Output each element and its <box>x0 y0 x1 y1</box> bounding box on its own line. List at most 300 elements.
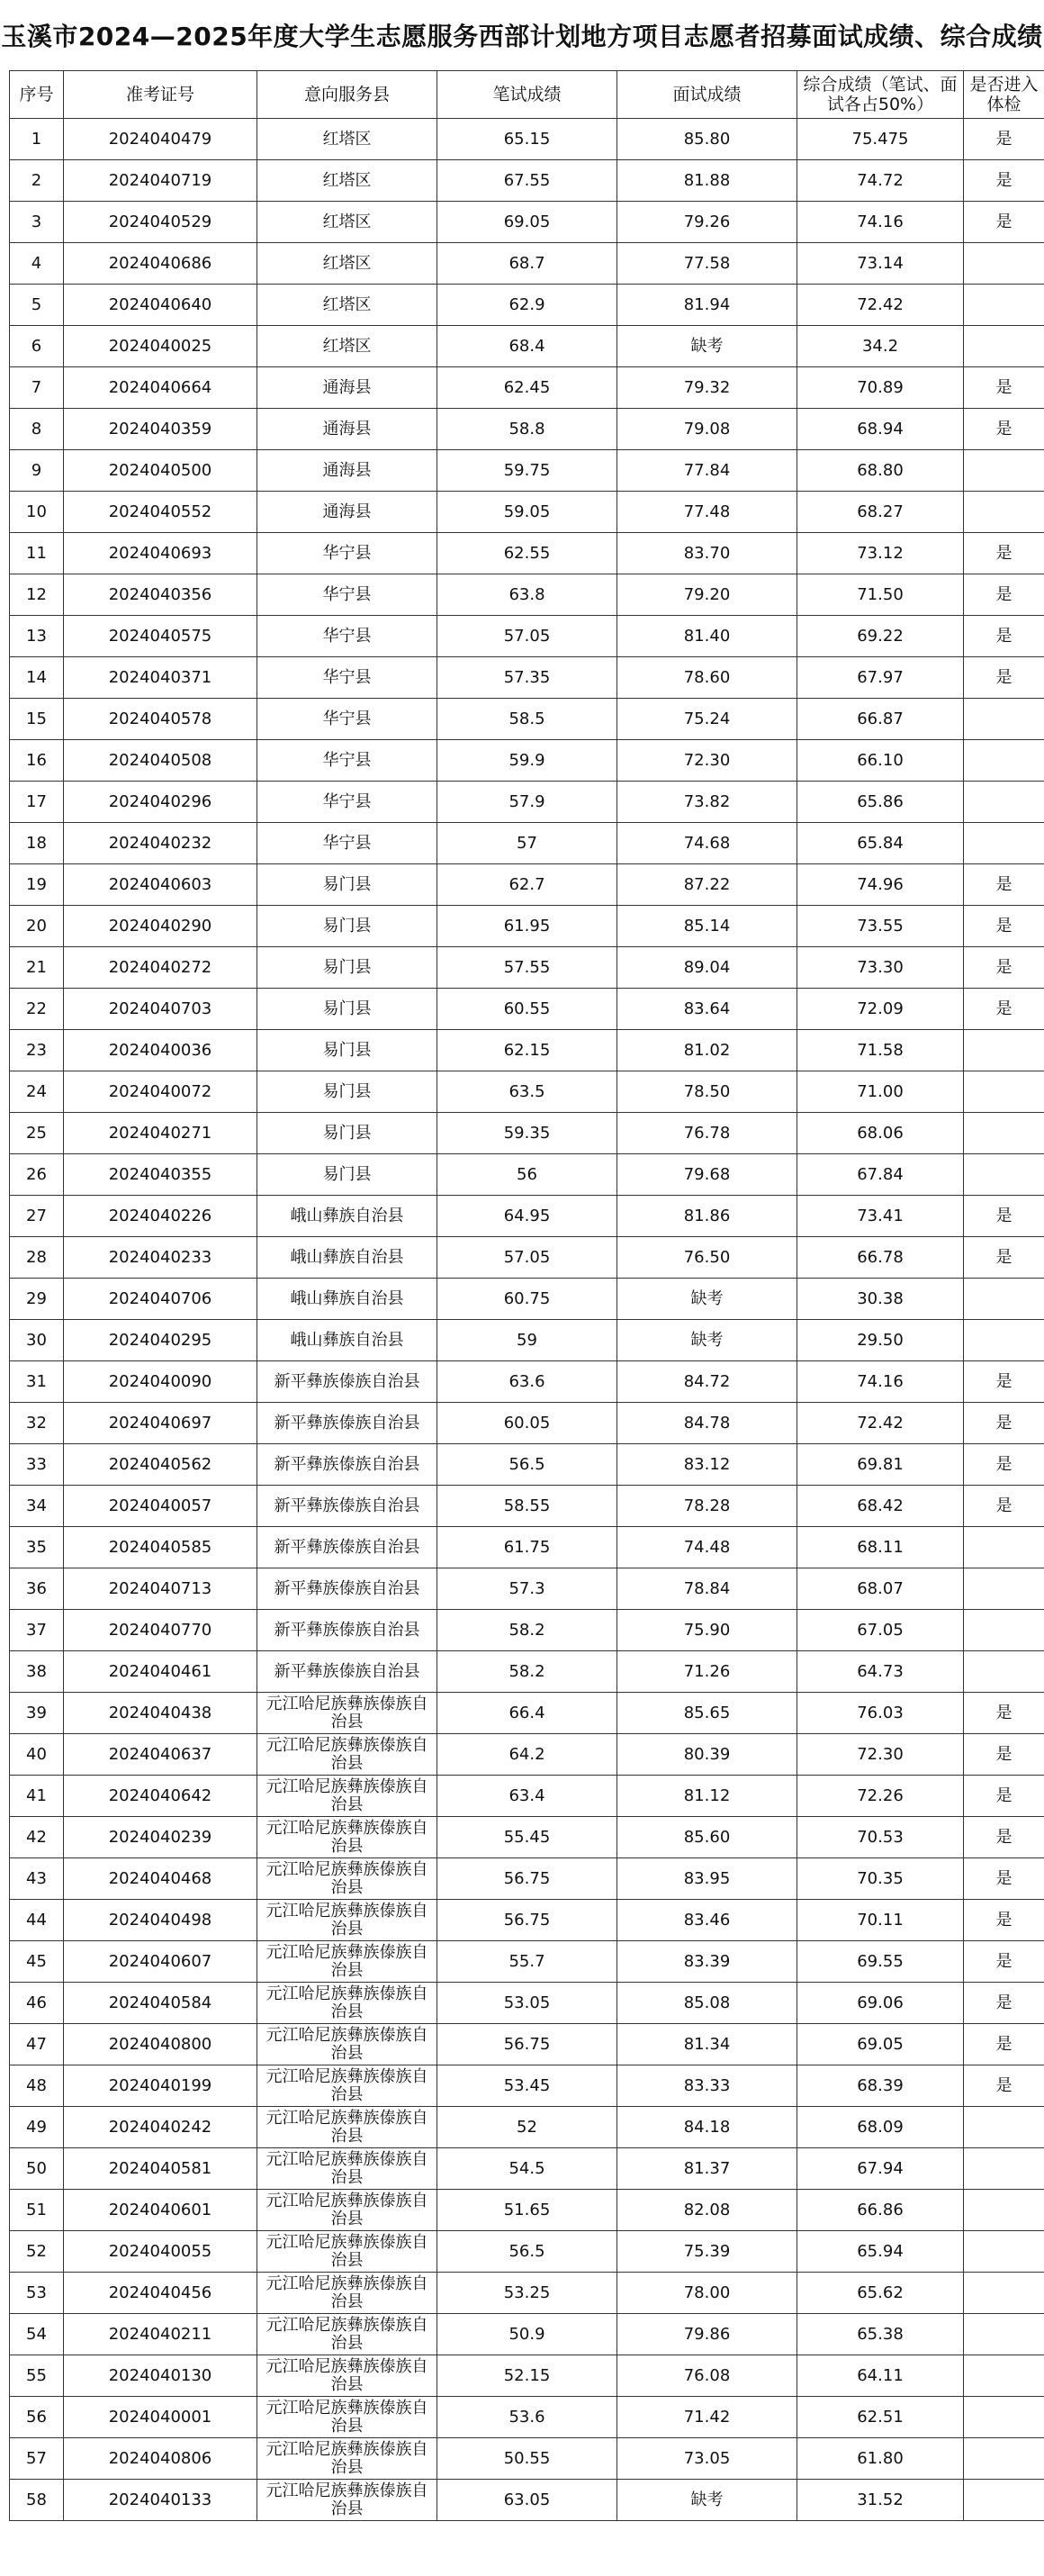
cell-composite: 31.52 <box>797 2480 964 2521</box>
cell-county: 元江哈尼族彝族傣族自治县 <box>257 2148 437 2190</box>
cell-composite: 34.2 <box>797 326 964 367</box>
cell-written: 50.55 <box>437 2438 617 2480</box>
cell-composite: 67.84 <box>797 1154 964 1196</box>
cell-physical <box>964 1527 1044 1568</box>
cell-interview: 83.39 <box>617 1941 797 1983</box>
table-row <box>10 160 1044 202</box>
cell-exam-no: 2024040706 <box>64 1279 257 1320</box>
cell-interview: 85.80 <box>617 119 797 160</box>
cell-physical <box>964 2355 1044 2397</box>
table-row <box>10 2273 1044 2314</box>
cell-composite: 67.94 <box>797 2148 964 2190</box>
cell-county: 通海县 <box>257 367 437 409</box>
table-row <box>10 616 1044 657</box>
cell-county: 峨山彝族自治县 <box>257 1196 437 1237</box>
cell-exam-no: 2024040498 <box>64 1900 257 1941</box>
cell-physical: 是 <box>964 367 1044 409</box>
cell-exam-no: 2024040800 <box>64 2024 257 2065</box>
cell-exam-no: 2024040770 <box>64 1610 257 1651</box>
cell-written: 57.05 <box>437 616 617 657</box>
table-row <box>10 657 1044 699</box>
header-physical: 是否进入体检 <box>964 71 1044 119</box>
header-exam-no: 准考证号 <box>64 71 257 119</box>
table-row <box>10 2148 1044 2190</box>
cell-interview: 85.60 <box>617 1817 797 1858</box>
cell-interview: 81.02 <box>617 1030 797 1071</box>
cell-interview: 85.08 <box>617 1983 797 2024</box>
cell-seq: 43 <box>10 1858 64 1900</box>
cell-interview: 81.40 <box>617 616 797 657</box>
cell-county: 红塔区 <box>257 326 437 367</box>
cell-written: 59 <box>437 1320 617 1361</box>
table-row <box>10 2355 1044 2397</box>
cell-seq: 53 <box>10 2273 64 2314</box>
cell-physical: 是 <box>964 1237 1044 1279</box>
cell-physical <box>964 2231 1044 2273</box>
cell-written: 56.5 <box>437 1444 617 1486</box>
cell-physical: 是 <box>964 1858 1044 1900</box>
cell-composite: 29.50 <box>797 1320 964 1361</box>
cell-composite: 64.73 <box>797 1651 964 1693</box>
cell-county: 红塔区 <box>257 160 437 202</box>
cell-written: 58.2 <box>437 1610 617 1651</box>
cell-seq: 3 <box>10 202 64 243</box>
cell-seq: 23 <box>10 1030 64 1071</box>
cell-exam-no: 2024040584 <box>64 1983 257 2024</box>
cell-exam-no: 2024040456 <box>64 2273 257 2314</box>
cell-interview: 81.12 <box>617 1776 797 1817</box>
cell-seq: 25 <box>10 1113 64 1154</box>
cell-written: 63.05 <box>437 2480 617 2521</box>
cell-composite: 68.80 <box>797 450 964 492</box>
cell-exam-no: 2024040461 <box>64 1651 257 1693</box>
cell-exam-no: 2024040232 <box>64 823 257 864</box>
cell-exam-no: 2024040356 <box>64 574 257 616</box>
cell-written: 53.05 <box>437 1983 617 2024</box>
cell-written: 56.5 <box>437 2231 617 2273</box>
table-row <box>10 409 1044 450</box>
cell-seq: 28 <box>10 1237 64 1279</box>
table-row <box>10 1237 1044 1279</box>
cell-exam-no: 2024040806 <box>64 2438 257 2480</box>
cell-county: 元江哈尼族彝族傣族自治县 <box>257 1858 437 1900</box>
cell-physical: 是 <box>964 533 1044 574</box>
cell-interview: 85.14 <box>617 906 797 947</box>
cell-county: 新平彝族傣族自治县 <box>257 1486 437 1527</box>
cell-composite: 68.09 <box>797 2107 964 2148</box>
cell-composite: 69.05 <box>797 2024 964 2065</box>
table-row <box>10 1279 1044 1320</box>
cell-seq: 47 <box>10 2024 64 2065</box>
header-row <box>10 71 1044 119</box>
cell-seq: 44 <box>10 1900 64 1941</box>
table-row <box>10 1734 1044 1776</box>
table-row <box>10 533 1044 574</box>
table-row <box>10 1320 1044 1361</box>
cell-written: 62.45 <box>437 367 617 409</box>
cell-exam-no: 2024040290 <box>64 906 257 947</box>
cell-county: 华宁县 <box>257 740 437 782</box>
cell-county: 峨山彝族自治县 <box>257 1320 437 1361</box>
cell-composite: 73.55 <box>797 906 964 947</box>
table-row <box>10 1900 1044 1941</box>
cell-physical <box>964 450 1044 492</box>
cell-written: 58.8 <box>437 409 617 450</box>
cell-physical <box>964 1568 1044 1610</box>
cell-seq: 19 <box>10 864 64 906</box>
cell-interview: 81.37 <box>617 2148 797 2190</box>
cell-county: 元江哈尼族彝族傣族自治县 <box>257 2314 437 2355</box>
cell-interview: 83.95 <box>617 1858 797 1900</box>
cell-composite: 73.14 <box>797 243 964 285</box>
cell-exam-no: 2024040686 <box>64 243 257 285</box>
cell-seq: 51 <box>10 2190 64 2231</box>
cell-composite: 71.50 <box>797 574 964 616</box>
table-row <box>10 906 1044 947</box>
table-row <box>10 1527 1044 1568</box>
cell-exam-no: 2024040296 <box>64 782 257 823</box>
cell-composite: 70.35 <box>797 1858 964 1900</box>
cell-written: 56.75 <box>437 1900 617 1941</box>
cell-seq: 35 <box>10 1527 64 1568</box>
cell-physical <box>964 1154 1044 1196</box>
cell-county: 华宁县 <box>257 616 437 657</box>
cell-county: 易门县 <box>257 1113 437 1154</box>
cell-seq: 2 <box>10 160 64 202</box>
cell-seq: 49 <box>10 2107 64 2148</box>
cell-county: 元江哈尼族彝族傣族自治县 <box>257 2231 437 2273</box>
cell-county: 易门县 <box>257 1071 437 1113</box>
cell-written: 63.6 <box>437 1361 617 1403</box>
cell-county: 新平彝族傣族自治县 <box>257 1444 437 1486</box>
cell-physical: 是 <box>964 1941 1044 1983</box>
cell-physical <box>964 326 1044 367</box>
cell-written: 69.05 <box>437 202 617 243</box>
cell-composite: 74.72 <box>797 160 964 202</box>
cell-written: 50.9 <box>437 2314 617 2355</box>
cell-composite: 74.96 <box>797 864 964 906</box>
cell-written: 58.2 <box>437 1651 617 1693</box>
cell-county: 元江哈尼族彝族傣族自治县 <box>257 1900 437 1941</box>
cell-exam-no: 2024040001 <box>64 2397 257 2438</box>
cell-written: 68.7 <box>437 243 617 285</box>
cell-physical: 是 <box>964 1983 1044 2024</box>
cell-composite: 65.94 <box>797 2231 964 2273</box>
cell-physical: 是 <box>964 160 1044 202</box>
cell-seq: 13 <box>10 616 64 657</box>
cell-county: 红塔区 <box>257 202 437 243</box>
cell-exam-no: 2024040664 <box>64 367 257 409</box>
cell-county: 易门县 <box>257 989 437 1030</box>
cell-written: 57.9 <box>437 782 617 823</box>
cell-written: 57.05 <box>437 1237 617 1279</box>
cell-exam-no: 2024040359 <box>64 409 257 450</box>
cell-written: 68.4 <box>437 326 617 367</box>
cell-seq: 4 <box>10 243 64 285</box>
table-row <box>10 947 1044 989</box>
cell-county: 峨山彝族自治县 <box>257 1237 437 1279</box>
cell-seq: 46 <box>10 1983 64 2024</box>
cell-composite: 72.42 <box>797 1403 964 1444</box>
cell-physical: 是 <box>964 1734 1044 1776</box>
cell-written: 59.35 <box>437 1113 617 1154</box>
table-row <box>10 1651 1044 1693</box>
cell-exam-no: 2024040585 <box>64 1527 257 1568</box>
table-row <box>10 2231 1044 2273</box>
document-title: 玉溪市2024—2025年度大学生志愿服务西部计划地方项目志愿者招募面试成绩、综合成绩 <box>1 22 1043 51</box>
cell-interview: 76.78 <box>617 1113 797 1154</box>
cell-interview: 74.68 <box>617 823 797 864</box>
table-row <box>10 1030 1044 1071</box>
cell-physical: 是 <box>964 1403 1044 1444</box>
table-row <box>10 1196 1044 1237</box>
cell-county: 元江哈尼族彝族傣族自治县 <box>257 1941 437 1983</box>
cell-composite: 70.11 <box>797 1900 964 1941</box>
cell-exam-no: 2024040640 <box>64 285 257 326</box>
cell-composite: 72.09 <box>797 989 964 1030</box>
cell-seq: 37 <box>10 1610 64 1651</box>
cell-interview: 78.60 <box>617 657 797 699</box>
table-row <box>10 1113 1044 1154</box>
table-row <box>10 2480 1044 2521</box>
cell-county: 新平彝族傣族自治县 <box>257 1361 437 1403</box>
cell-composite: 65.86 <box>797 782 964 823</box>
cell-composite: 65.84 <box>797 823 964 864</box>
cell-interview: 83.46 <box>617 1900 797 1941</box>
cell-written: 59.9 <box>437 740 617 782</box>
cell-exam-no: 2024040703 <box>64 989 257 1030</box>
cell-written: 61.95 <box>437 906 617 947</box>
cell-physical <box>964 740 1044 782</box>
table-row <box>10 1568 1044 1610</box>
cell-written: 54.5 <box>437 2148 617 2190</box>
cell-interview: 75.90 <box>617 1610 797 1651</box>
cell-exam-no: 2024040562 <box>64 1444 257 1486</box>
cell-composite: 68.06 <box>797 1113 964 1154</box>
cell-exam-no: 2024040239 <box>64 1817 257 1858</box>
cell-exam-no: 2024040355 <box>64 1154 257 1196</box>
cell-physical: 是 <box>964 1196 1044 1237</box>
cell-seq: 6 <box>10 326 64 367</box>
cell-composite: 69.22 <box>797 616 964 657</box>
cell-written: 53.45 <box>437 2065 617 2107</box>
table-row <box>10 1693 1044 1734</box>
cell-exam-no: 2024040479 <box>64 119 257 160</box>
cell-county: 元江哈尼族彝族傣族自治县 <box>257 1817 437 1858</box>
cell-written: 57.35 <box>437 657 617 699</box>
cell-exam-no: 2024040603 <box>64 864 257 906</box>
cell-seq: 27 <box>10 1196 64 1237</box>
cell-seq: 36 <box>10 1568 64 1610</box>
cell-interview: 83.33 <box>617 2065 797 2107</box>
cell-exam-no: 2024040500 <box>64 450 257 492</box>
cell-exam-no: 2024040133 <box>64 2480 257 2521</box>
cell-interview: 76.08 <box>617 2355 797 2397</box>
cell-interview: 79.32 <box>617 367 797 409</box>
cell-physical: 是 <box>964 2024 1044 2065</box>
cell-seq: 42 <box>10 1817 64 1858</box>
cell-seq: 54 <box>10 2314 64 2355</box>
cell-county: 华宁县 <box>257 533 437 574</box>
table-row <box>10 989 1044 1030</box>
cell-seq: 20 <box>10 906 64 947</box>
cell-county: 华宁县 <box>257 657 437 699</box>
cell-seq: 5 <box>10 285 64 326</box>
cell-composite: 74.16 <box>797 202 964 243</box>
cell-physical <box>964 2438 1044 2480</box>
cell-exam-no: 2024040025 <box>64 326 257 367</box>
cell-interview: 72.30 <box>617 740 797 782</box>
cell-county: 新平彝族傣族自治县 <box>257 1403 437 1444</box>
cell-seq: 29 <box>10 1279 64 1320</box>
cell-seq: 18 <box>10 823 64 864</box>
table-row <box>10 1983 1044 2024</box>
cell-written: 65.15 <box>437 119 617 160</box>
cell-seq: 34 <box>10 1486 64 1527</box>
cell-interview: 76.50 <box>617 1237 797 1279</box>
cell-county: 元江哈尼族彝族傣族自治县 <box>257 1734 437 1776</box>
table-row <box>10 1403 1044 1444</box>
table-row <box>10 450 1044 492</box>
cell-exam-no: 2024040090 <box>64 1361 257 1403</box>
cell-written: 58.5 <box>437 699 617 740</box>
cell-exam-no: 2024040057 <box>64 1486 257 1527</box>
cell-county: 华宁县 <box>257 699 437 740</box>
cell-county: 元江哈尼族彝族傣族自治县 <box>257 2355 437 2397</box>
cell-county: 易门县 <box>257 906 437 947</box>
cell-interview: 79.26 <box>617 202 797 243</box>
cell-written: 64.2 <box>437 1734 617 1776</box>
cell-exam-no: 2024040036 <box>64 1030 257 1071</box>
cell-written: 53.25 <box>437 2273 617 2314</box>
cell-county: 红塔区 <box>257 243 437 285</box>
cell-interview: 84.18 <box>617 2107 797 2148</box>
table-row <box>10 1817 1044 1858</box>
cell-composite: 71.58 <box>797 1030 964 1071</box>
cell-interview: 83.12 <box>617 1444 797 1486</box>
cell-county: 元江哈尼族彝族傣族自治县 <box>257 2438 437 2480</box>
cell-physical <box>964 2314 1044 2355</box>
table-row <box>10 1858 1044 1900</box>
cell-interview: 83.70 <box>617 533 797 574</box>
cell-seq: 45 <box>10 1941 64 1983</box>
table-row <box>10 285 1044 326</box>
cell-composite: 68.07 <box>797 1568 964 1610</box>
cell-physical: 是 <box>964 1776 1044 1817</box>
cell-seq: 40 <box>10 1734 64 1776</box>
cell-composite: 67.05 <box>797 1610 964 1651</box>
cell-seq: 15 <box>10 699 64 740</box>
table-row <box>10 326 1044 367</box>
table-row <box>10 823 1044 864</box>
cell-county: 新平彝族傣族自治县 <box>257 1651 437 1693</box>
cell-physical <box>964 2273 1044 2314</box>
cell-written: 51.65 <box>437 2190 617 2231</box>
cell-seq: 24 <box>10 1071 64 1113</box>
cell-county: 元江哈尼族彝族傣族自治县 <box>257 1693 437 1734</box>
cell-interview: 79.20 <box>617 574 797 616</box>
cell-seq: 8 <box>10 409 64 450</box>
cell-seq: 21 <box>10 947 64 989</box>
cell-physical <box>964 1113 1044 1154</box>
cell-seq: 50 <box>10 2148 64 2190</box>
cell-composite: 67.97 <box>797 657 964 699</box>
cell-composite: 73.30 <box>797 947 964 989</box>
cell-exam-no: 2024040233 <box>64 1237 257 1279</box>
cell-written: 64.95 <box>437 1196 617 1237</box>
cell-physical: 是 <box>964 409 1044 450</box>
cell-composite: 66.10 <box>797 740 964 782</box>
cell-physical: 是 <box>964 1900 1044 1941</box>
cell-composite: 68.94 <box>797 409 964 450</box>
cell-county: 易门县 <box>257 864 437 906</box>
cell-composite: 74.16 <box>797 1361 964 1403</box>
cell-exam-no: 2024040575 <box>64 616 257 657</box>
table-row <box>10 1154 1044 1196</box>
cell-composite: 72.30 <box>797 1734 964 1776</box>
cell-seq: 56 <box>10 2397 64 2438</box>
cell-exam-no: 2024040719 <box>64 160 257 202</box>
cell-written: 67.55 <box>437 160 617 202</box>
table-row <box>10 2065 1044 2107</box>
cell-physical <box>964 243 1044 285</box>
cell-county: 易门县 <box>257 947 437 989</box>
cell-exam-no: 2024040578 <box>64 699 257 740</box>
cell-county: 新平彝族傣族自治县 <box>257 1527 437 1568</box>
cell-written: 52.15 <box>437 2355 617 2397</box>
table-row <box>10 699 1044 740</box>
cell-county: 元江哈尼族彝族傣族自治县 <box>257 2024 437 2065</box>
table-row <box>10 1361 1044 1403</box>
cell-interview: 80.39 <box>617 1734 797 1776</box>
cell-physical <box>964 492 1044 533</box>
cell-written: 62.7 <box>437 864 617 906</box>
cell-exam-no: 2024040130 <box>64 2355 257 2397</box>
cell-exam-no: 2024040693 <box>64 533 257 574</box>
cell-seq: 58 <box>10 2480 64 2521</box>
cell-interview: 81.86 <box>617 1196 797 1237</box>
cell-composite: 64.11 <box>797 2355 964 2397</box>
table-row <box>10 243 1044 285</box>
cell-physical: 是 <box>964 989 1044 1030</box>
cell-seq: 14 <box>10 657 64 699</box>
cell-physical <box>964 1320 1044 1361</box>
cell-physical: 是 <box>964 657 1044 699</box>
header-interview: 面试成绩 <box>617 71 797 119</box>
cell-seq: 31 <box>10 1361 64 1403</box>
cell-physical <box>964 1651 1044 1693</box>
cell-physical <box>964 823 1044 864</box>
table-row <box>10 1444 1044 1486</box>
cell-exam-no: 2024040072 <box>64 1071 257 1113</box>
table-row <box>10 740 1044 782</box>
cell-seq: 22 <box>10 989 64 1030</box>
cell-seq: 10 <box>10 492 64 533</box>
cell-composite: 73.41 <box>797 1196 964 1237</box>
cell-interview: 缺考 <box>617 326 797 367</box>
cell-seq: 32 <box>10 1403 64 1444</box>
cell-written: 59.75 <box>437 450 617 492</box>
cell-physical <box>964 699 1044 740</box>
cell-physical <box>964 2480 1044 2521</box>
cell-interview: 74.48 <box>617 1527 797 1568</box>
cell-county: 元江哈尼族彝族傣族自治县 <box>257 2480 437 2521</box>
cell-written: 60.75 <box>437 1279 617 1320</box>
cell-exam-no: 2024040242 <box>64 2107 257 2148</box>
table-row <box>10 1610 1044 1651</box>
cell-seq: 7 <box>10 367 64 409</box>
cell-physical <box>964 2190 1044 2231</box>
